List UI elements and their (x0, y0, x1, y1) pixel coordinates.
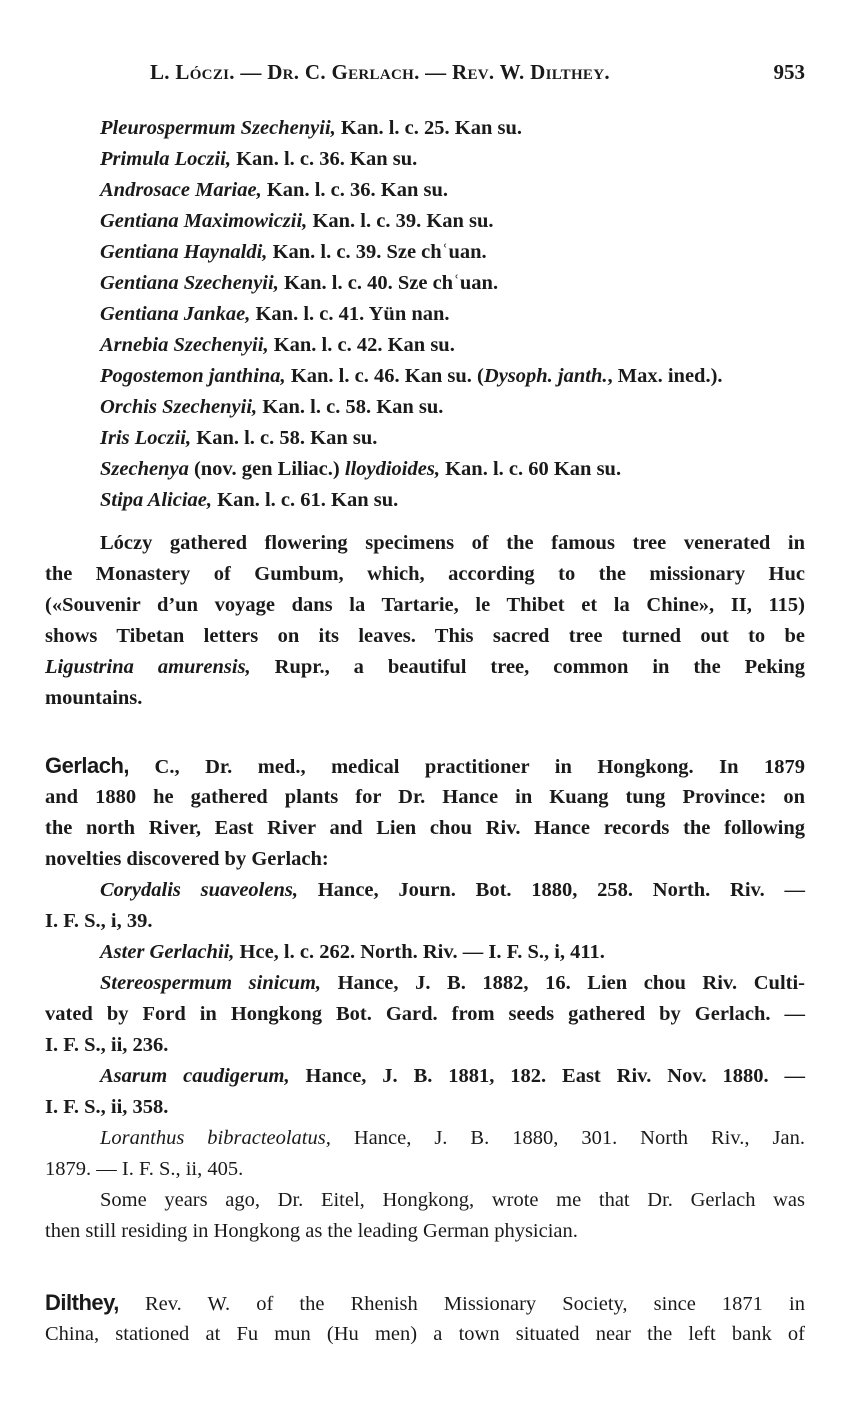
paragraph-line: the north River, East River and Lien chou Riv. Hance records the following (45, 817, 805, 839)
species-entry: Corydalis suaveolens, Hance, Journ. Bot. 1880, 258. North. Riv. — (100, 879, 806, 901)
paragraph-line: novelties discovered by Gerlach: (45, 848, 329, 870)
paragraph-line: («Souvenir d’un voyage dans la Tartarie, le Thibet et la Chine», II, 115) (45, 594, 805, 616)
species-entry: Arnebia Szechenyii, Kan. l. c. 42. Kan su. (100, 334, 455, 356)
paragraph-line: Lóczy gathered flowering specimens of the famous tree venerated in (100, 532, 805, 554)
species-entry-cont: I. F. S., ii, 358. (45, 1096, 169, 1118)
paragraph-line: Ligustrina amurensis, Rupr., a beautiful tree, common in the Peking (45, 656, 806, 678)
species-entry-cont: I. F. S., ii, 236. (45, 1034, 169, 1056)
species-entry: Iris Loczii, Kan. l. c. 58. Kan su. (100, 427, 378, 449)
dilthey-entry-first-line: Dilthey, Rev. W. of the Rhenish Missionary Society, since 1871 in (45, 1290, 805, 1315)
paragraph-line: the Monastery of Gumbum, which, according to the missionary Huc (45, 563, 805, 585)
species-entry: Asarum caudigerum, Hance, J. B. 1881, 182. East Riv. Nov. 1880. — (100, 1065, 805, 1087)
species-entry: Gentiana Szechenyii, Kan. l. c. 40. Sze chʿuan. (100, 272, 499, 294)
entry-heading: Gerlach, (45, 753, 130, 778)
species-entry: Szechenya (nov. gen Liliac.) lloydioides, Kan. l. c. 60 Kan su. (100, 458, 622, 480)
species-entry: Aster Gerlachii, Hce, l. c. 262. North. Riv. — I. F. S., i, 411. (100, 941, 605, 963)
gerlach-entry-first-line: Gerlach, C., Dr. med., medical practitioner in Hongkong. In 1879 (45, 753, 805, 778)
species-entry-cont: vated by Ford in Hongkong Bot. Gard. from seeds gathered by Gerlach. — (45, 1003, 805, 1025)
species-entry: Gentiana Jankae, Kan. l. c. 41. Yün nan. (100, 303, 450, 325)
species-entry-cont: I. F. S., i, 39. (45, 910, 153, 932)
species-entry: Primula Loczii, Kan. l. c. 36. Kan su. (100, 148, 418, 170)
species-entry-cont: 1879. — I. F. S., ii, 405. (45, 1158, 244, 1180)
entry-heading: Dilthey, (45, 1290, 119, 1315)
species-entry: Pogostemon janthina, Kan. l. c. 46. Kan su. (Dysoph. janth., Max. ined.). (100, 365, 723, 387)
running-title: L. Lóczi. — Dr. C. Gerlach. — Rev. W. Dilthey. (150, 60, 610, 84)
paragraph-line: Some years ago, Dr. Eitel, Hongkong, wrote me that Dr. Gerlach was (100, 1189, 805, 1211)
paragraph-line: China, stationed at Fu mun (Hu men) a town situated near the left bank of (45, 1323, 805, 1345)
species-entry: Orchis Szechenyii, Kan. l. c. 58. Kan su. (100, 396, 444, 418)
paragraph-line: mountains. (45, 687, 143, 709)
species-entry: Pleurospermum Szechenyii, Kan. l. c. 25. Kan su. (100, 117, 523, 139)
paragraph-line: shows Tibetan letters on its leaves. This sacred tree turned out to be (45, 625, 805, 647)
species-entry: Loranthus bibracteolatus, Hance, J. B. 1880, 301. North Riv., Jan. (100, 1127, 805, 1149)
page-number: 953 (773, 60, 805, 84)
species-entry: Stipa Aliciae, Kan. l. c. 61. Kan su. (100, 489, 399, 511)
species-entry: Stereospermum sinicum, Hance, J. B. 1882, 16. Lien chou Riv. Culti- (100, 972, 805, 994)
running-header (150, 60, 805, 90)
paragraph-line: and 1880 he gathered plants for Dr. Hance in Kuang tung Province: on (45, 786, 805, 808)
paragraph-line: then still residing in Hongkong as the leading German physician. (45, 1220, 578, 1242)
species-entry: Androsace Mariae, Kan. l. c. 36. Kan su. (100, 179, 448, 201)
species-entry: Gentiana Haynaldi, Kan. l. c. 39. Sze chʿuan. (100, 241, 487, 263)
species-entry: Gentiana Maximowiczii, Kan. l. c. 39. Kan su. (100, 210, 494, 232)
